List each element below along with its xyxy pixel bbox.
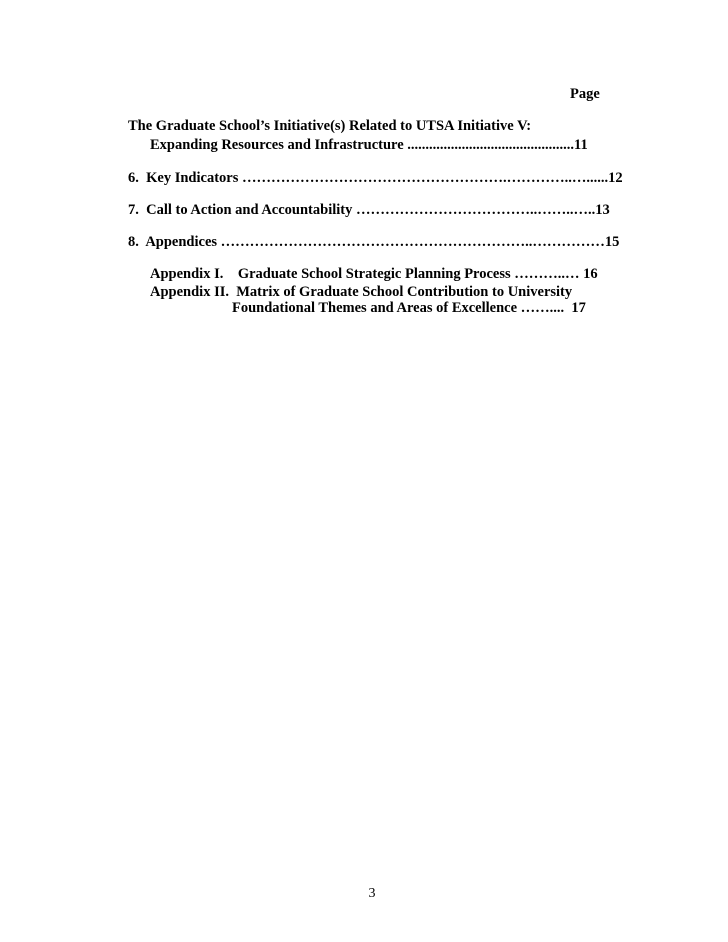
toc-entry-appendices: 8. Appendices ………………………………………………………..……………15 <box>128 234 620 250</box>
toc-entry-key-indicators: 6. Key Indicators ……………………………………………….…………..…......12 <box>128 170 623 186</box>
toc-entry-appendix-1: Appendix I. Graduate School Strategic Planning Process ………..… 16 <box>150 266 598 282</box>
page-number: 3 <box>368 886 376 901</box>
toc-entry-appendix-2-line-1: Appendix II. Matrix of Graduate School Contribution to University <box>150 284 573 300</box>
toc-entry-call-to-action: 7. Call to Action and Accountability ………………………………..……..…..13 <box>128 202 610 218</box>
toc-entry-initiative-title: The Graduate School’s Initiative(s) Related to UTSA Initiative V: <box>128 118 532 134</box>
toc-entry-appendix-2-line-2: Foundational Themes and Areas of Excellence …….... 17 <box>232 300 586 316</box>
page-column-label: Page <box>570 86 600 102</box>
toc-entry-initiative-subtitle: Expanding Resources and Infrastructure ..............................................11 <box>150 137 588 153</box>
